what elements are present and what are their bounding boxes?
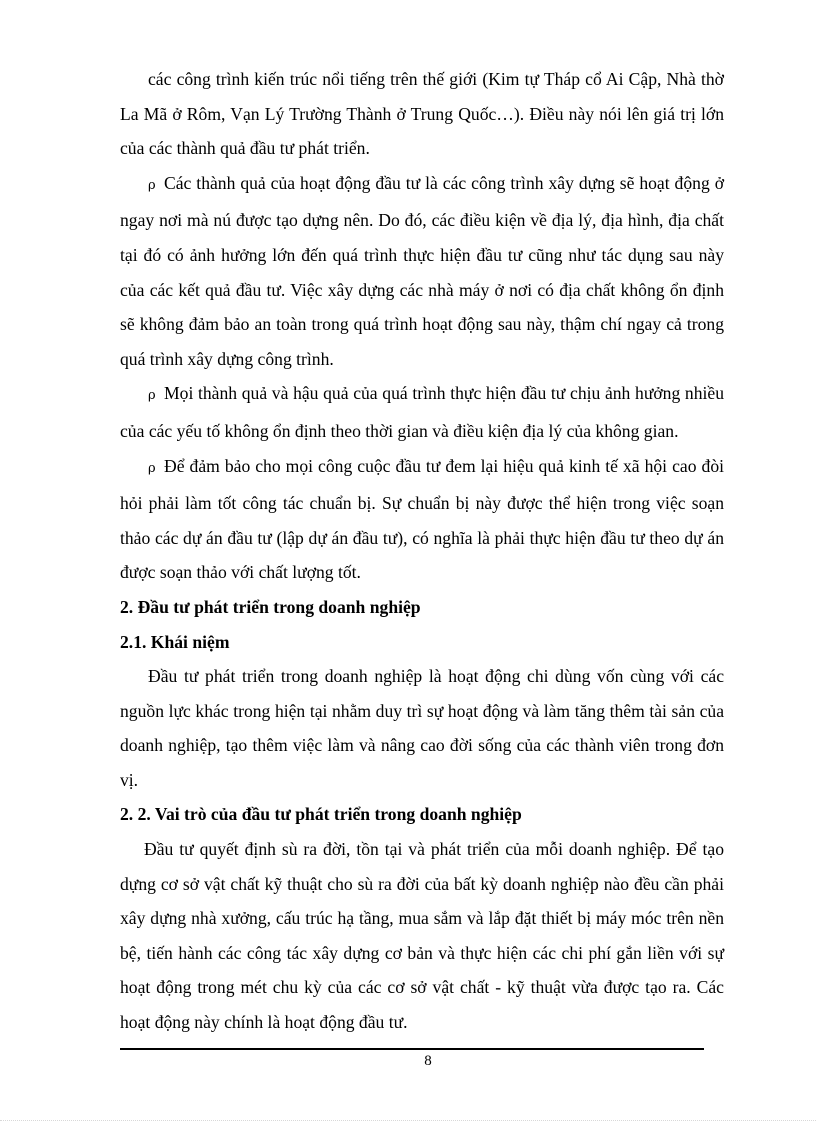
page-number: 8 <box>424 1053 432 1069</box>
paragraph-intro-continuation <box>120 62 724 166</box>
paragraph-text: Để đảm bảo cho mọi công cuộc đầu tư đem lại hiệu quả kinh tế xã hội cao đòi hỏi phải làm tốt công tác chuẩn bị. Sự chuẩn bị này được thể hiện trong việc soạn thảo các dự án đầu tư (lập dự án đầu tư), có nghĩa là phải thực hiện đầu tư theo dự án được soạn thảo với chất lượng tốt. <box>120 455 724 583</box>
document-body <box>120 62 724 1040</box>
footer-divider <box>120 1048 704 1050</box>
subsection-heading-2-2: 2. 2. Vai trò của đầu tư phát triển trong doanh nghiệp <box>120 804 522 825</box>
bullet-paragraph-location <box>120 166 724 377</box>
paragraph-role <box>120 832 724 1040</box>
bullet-paragraph-instability <box>120 376 724 448</box>
page-bottom-guide <box>0 1120 816 1121</box>
paragraph-definition <box>120 659 724 797</box>
section-heading-2: 2. Đầu tư phát triển trong doanh nghiệp <box>120 596 421 617</box>
bullet-paragraph-preparation <box>120 449 724 590</box>
paragraph-text: Đầu tư quyết định sù ra đời, tồn tại và phát triển của mỗi doanh nghiệp. Để tạo dựng cơ sở vật chất kỹ thuật cho sù ra đời của bất kỳ doanh nghiệp nào đều cần phải xây dựng nhà xưởng, cấu trúc hạ tầng, mua sắm và lắp đặt thiết bị máy móc trên nền bệ, tiến hành các công tác xây dựng cơ bản và thực hiện các chi phí gắn liền với sự hoạt động trong mét chu kỳ của các cơ sở vật chất - kỹ thuật vừa được tạo ra. Các hoạt động này chính là hoạt động đầu tư. <box>120 839 724 1033</box>
bullet-rho-icon: ρ <box>148 388 156 404</box>
subsection-heading-2-1: 2.1. Khái niệm <box>120 631 230 652</box>
paragraph-text: Các thành quả của hoạt động đầu tư là các công trình xây dựng sẽ hoạt động ở ngay nơi mà nú được tạo dựng nên. Do đó, các điều kiện về địa lý, địa hình, địa chất tại đó có ảnh hưởng lớn đến quá trình thực hiện đầu tư cũng như tác dụng sau này của các kết quả đầu tư. Việc xây dựng các nhà máy ở nơi có địa chất không ổn định sẽ không đảm bảo an toàn trong quá trình hoạt động sau này, thậm chí ngay cả trong quá trình xây dựng công trình. <box>120 172 724 369</box>
bullet-rho-icon: ρ <box>148 177 156 193</box>
paragraph-text: Mọi thành quả và hậu quả của quá trình thực hiện đầu tư chịu ảnh hưởng nhiều của các yếu tố không ổn định theo thời gian và điều kiện địa lý của không gian. <box>120 383 724 441</box>
paragraph-text: các công trình kiến trúc nổi tiếng trên thế giới (Kim tự Tháp cổ Ai Cập, Nhà thờ La Mã ở Rôm, Vạn Lý Trường Thành ở Trung Quốc…). Điều này nói lên giá trị lớn của các thành quả đầu tư phát triển. <box>120 69 724 159</box>
bullet-rho-icon: ρ <box>148 460 156 476</box>
paragraph-text: Đầu tư phát triển trong doanh nghiệp là hoạt động chi dùng vốn cùng với các nguồn lực khác trong hiện tại nhằm duy trì sự hoạt động và làm tăng thêm tài sản của doanh nghiệp, tạo thêm việc làm và nâng cao đời sống của các thành viên trong đơn vị. <box>120 666 724 790</box>
